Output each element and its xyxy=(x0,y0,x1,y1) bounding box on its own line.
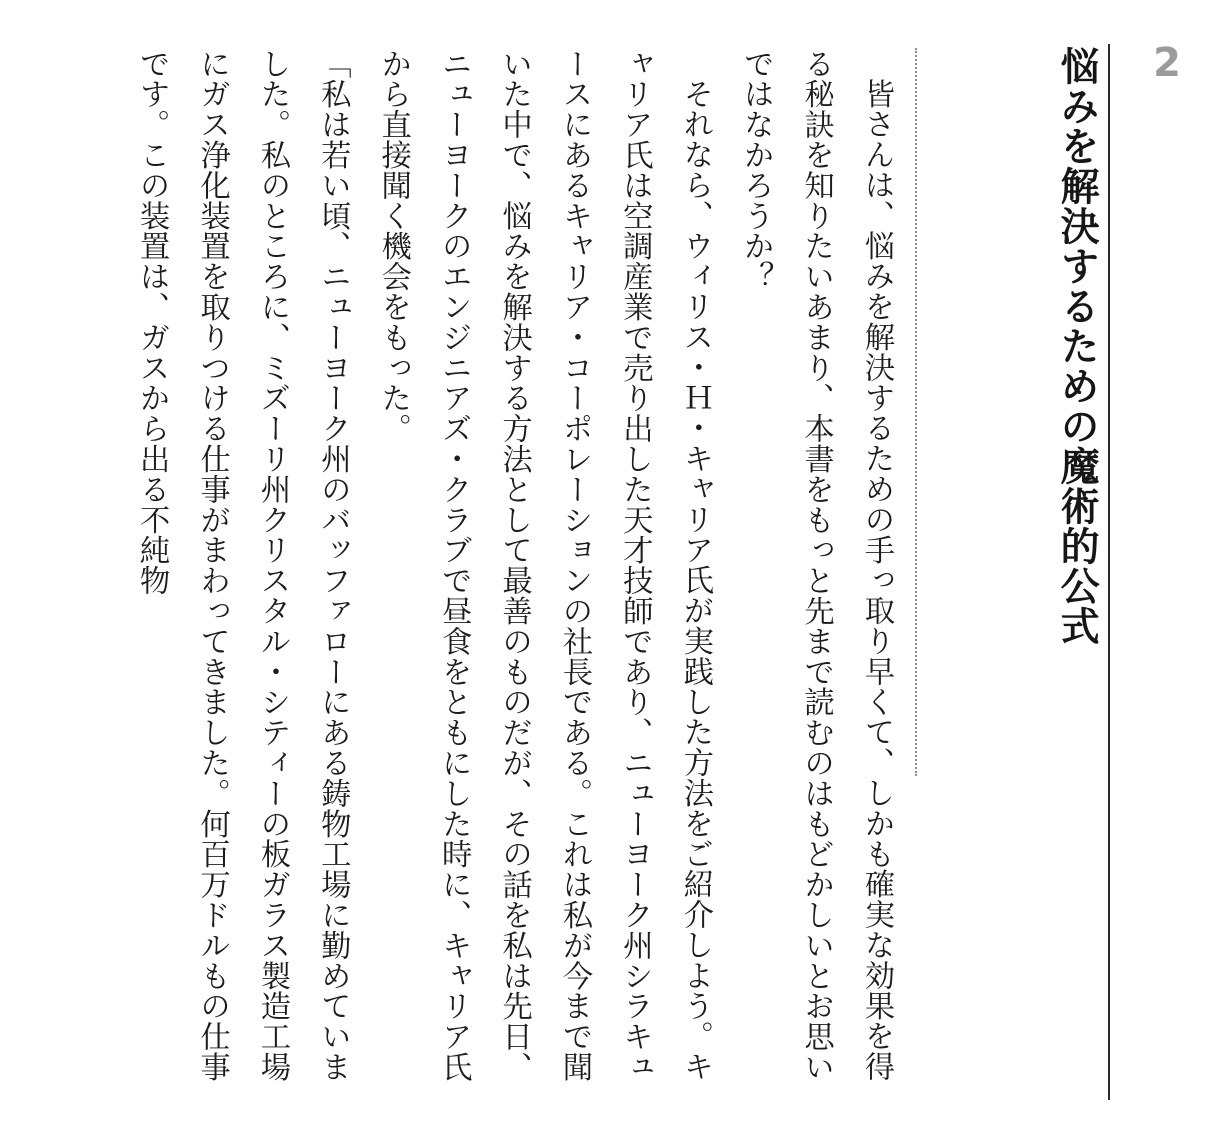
page-number: 2 xyxy=(1153,40,1181,86)
paragraph-1: 皆さんは、悩みを解決するための手っ取り早くて、しかも確実な効果を得る秘訣を知りたいあまり、本書をもっと先まで読むのはもどかしいとお思いではなかろうか？ xyxy=(738,48,894,1082)
page-margin-rule xyxy=(1108,44,1110,1100)
paragraph-3: 「私は若い頃、ニューヨーク州のバッファローにある鋳物工場に勤めていました。私のところに、ミズーリ州クリスタル・シティーの板ガラス製造工場にガス浄化装置を取りつける仕事がまわってきました。何百万ドルもの仕事です。この装置は、ガスから出る不純物 xyxy=(134,48,351,1082)
chapter-title: 悩みを解決するための魔術的公式 xyxy=(1054,46,1100,646)
paragraph-2: それなら、ウィリス・Ｈ・キャリア氏が実践した方法をご紹介しよう。キャリア氏は空調産業で売り出した天才技師であり、ニューヨーク州シラキュースにあるキャリア・コーポレーションの社長である。これは私が今まで聞いた中で、悩みを解決する方法として最善のものだが、その話を私は先日、ニューヨークのエンジニアズ・クラブで昼食をともにした時に、キャリア氏から直接聞く機会をもった。 xyxy=(375,48,713,1082)
title-dotted-divider xyxy=(915,48,917,776)
body-text xyxy=(121,48,906,1108)
